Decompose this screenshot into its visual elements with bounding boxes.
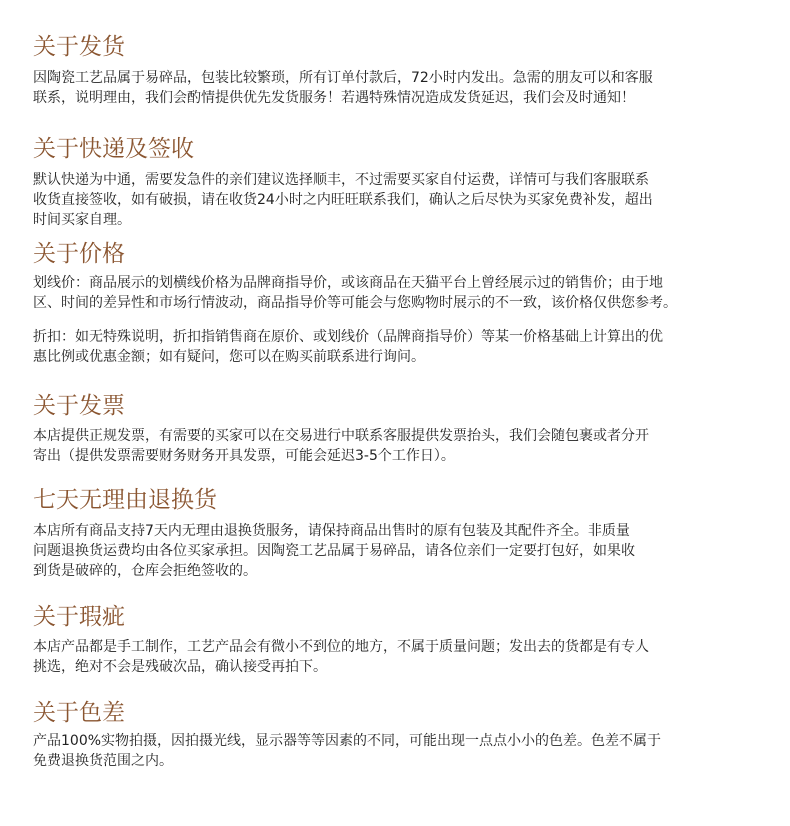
text-line: 寄出（提供发票需要财务财务开具发票，可能会延迟3-5个工作日）。 bbox=[33, 448, 455, 464]
section-color-difference bbox=[33, 699, 773, 771]
section-paragraph bbox=[33, 273, 773, 313]
section-paragraph bbox=[33, 731, 773, 771]
section-paragraph bbox=[33, 170, 773, 230]
section-delivery bbox=[33, 135, 773, 230]
text-line: 折扣：如无特殊说明，折扣指销售商在原价、或划线价（品牌商指导价）等某一价格基础上计算出的优 bbox=[33, 329, 663, 345]
text-line: 划线价：商品展示的划横线价格为品牌商指导价，或该商品在天猫平台上曾经展示过的销售价；由于地 bbox=[33, 275, 663, 291]
text-line: 时间买家自理。 bbox=[33, 212, 131, 228]
section-paragraph bbox=[33, 521, 773, 581]
section-invoice bbox=[33, 392, 773, 466]
section-paragraph bbox=[33, 68, 773, 108]
text-line: 到货是破碎的，仓库会拒绝签收的。 bbox=[33, 563, 257, 579]
section-pricing bbox=[33, 240, 773, 367]
text-line: 本店所有商品支持7天内无理由退换货服务，请保持商品出售时的原有包装及其配件齐全。非质量 bbox=[33, 523, 630, 539]
section-paragraph bbox=[33, 426, 773, 466]
text-line: 产品100%实物拍摄，因拍摄光线，显示器等等因素的不同，可能出现一点点小小的色差。色差不属于 bbox=[33, 733, 662, 749]
section-title: 关于价格 bbox=[33, 241, 125, 267]
section-paragraph bbox=[33, 327, 773, 367]
section-title: 关于发票 bbox=[33, 393, 125, 419]
section-shipping bbox=[33, 33, 773, 108]
text-line: 免费退换货范围之内。 bbox=[33, 753, 173, 769]
text-line: 收货直接签收，如有破损，请在收货24小时之内旺旺联系我们，确认之后尽快为买家免费补发，超出 bbox=[33, 192, 653, 208]
text-line: 问题退换货运费均由各位买家承担。因陶瓷工艺品属于易碎品，请各位亲们一定要打包好，如果收 bbox=[33, 543, 635, 559]
text-line: 惠比例或优惠金额；如有疑问，您可以在购买前联系进行询问。 bbox=[33, 349, 425, 365]
section-title: 七天无理由退换货 bbox=[33, 487, 217, 513]
text-line: 挑选，绝对不会是残破次品，确认接受再拍下。 bbox=[33, 659, 327, 675]
text-line: 默认快递为中通，需要发急件的亲们建议选择顺丰，不过需要买家自付运费，详情可与我们客服联系 bbox=[33, 172, 649, 188]
text-line: 本店提供正规发票，有需要的买家可以在交易进行中联系客服提供发票抬头，我们会随包裹或者分开 bbox=[33, 428, 649, 444]
section-title: 关于色差 bbox=[33, 700, 125, 726]
section-title: 关于瑕疵 bbox=[33, 604, 125, 630]
section-defects bbox=[33, 603, 773, 677]
section-paragraph bbox=[33, 637, 773, 677]
section-returns bbox=[33, 486, 773, 581]
text-line: 联系，说明理由，我们会酌情提供优先发货服务！若遇特殊情况造成发货延迟，我们会及时通知！ bbox=[33, 90, 635, 106]
text-line: 因陶瓷工艺品属于易碎品，包装比较繁琐，所有订单付款后，72小时内发出。急需的朋友可以和客服 bbox=[33, 70, 653, 86]
section-title: 关于发货 bbox=[33, 34, 125, 60]
section-title: 关于快递及签收 bbox=[33, 136, 194, 162]
text-line: 本店产品都是手工制作，工艺产品会有微小不到位的地方，不属于质量问题；发出去的货都是有专人 bbox=[33, 639, 649, 655]
text-line: 区、时间的差异性和市场行情波动，商品指导价等可能会与您购物时展示的不一致，该价格仅供您参考。 bbox=[33, 295, 677, 311]
